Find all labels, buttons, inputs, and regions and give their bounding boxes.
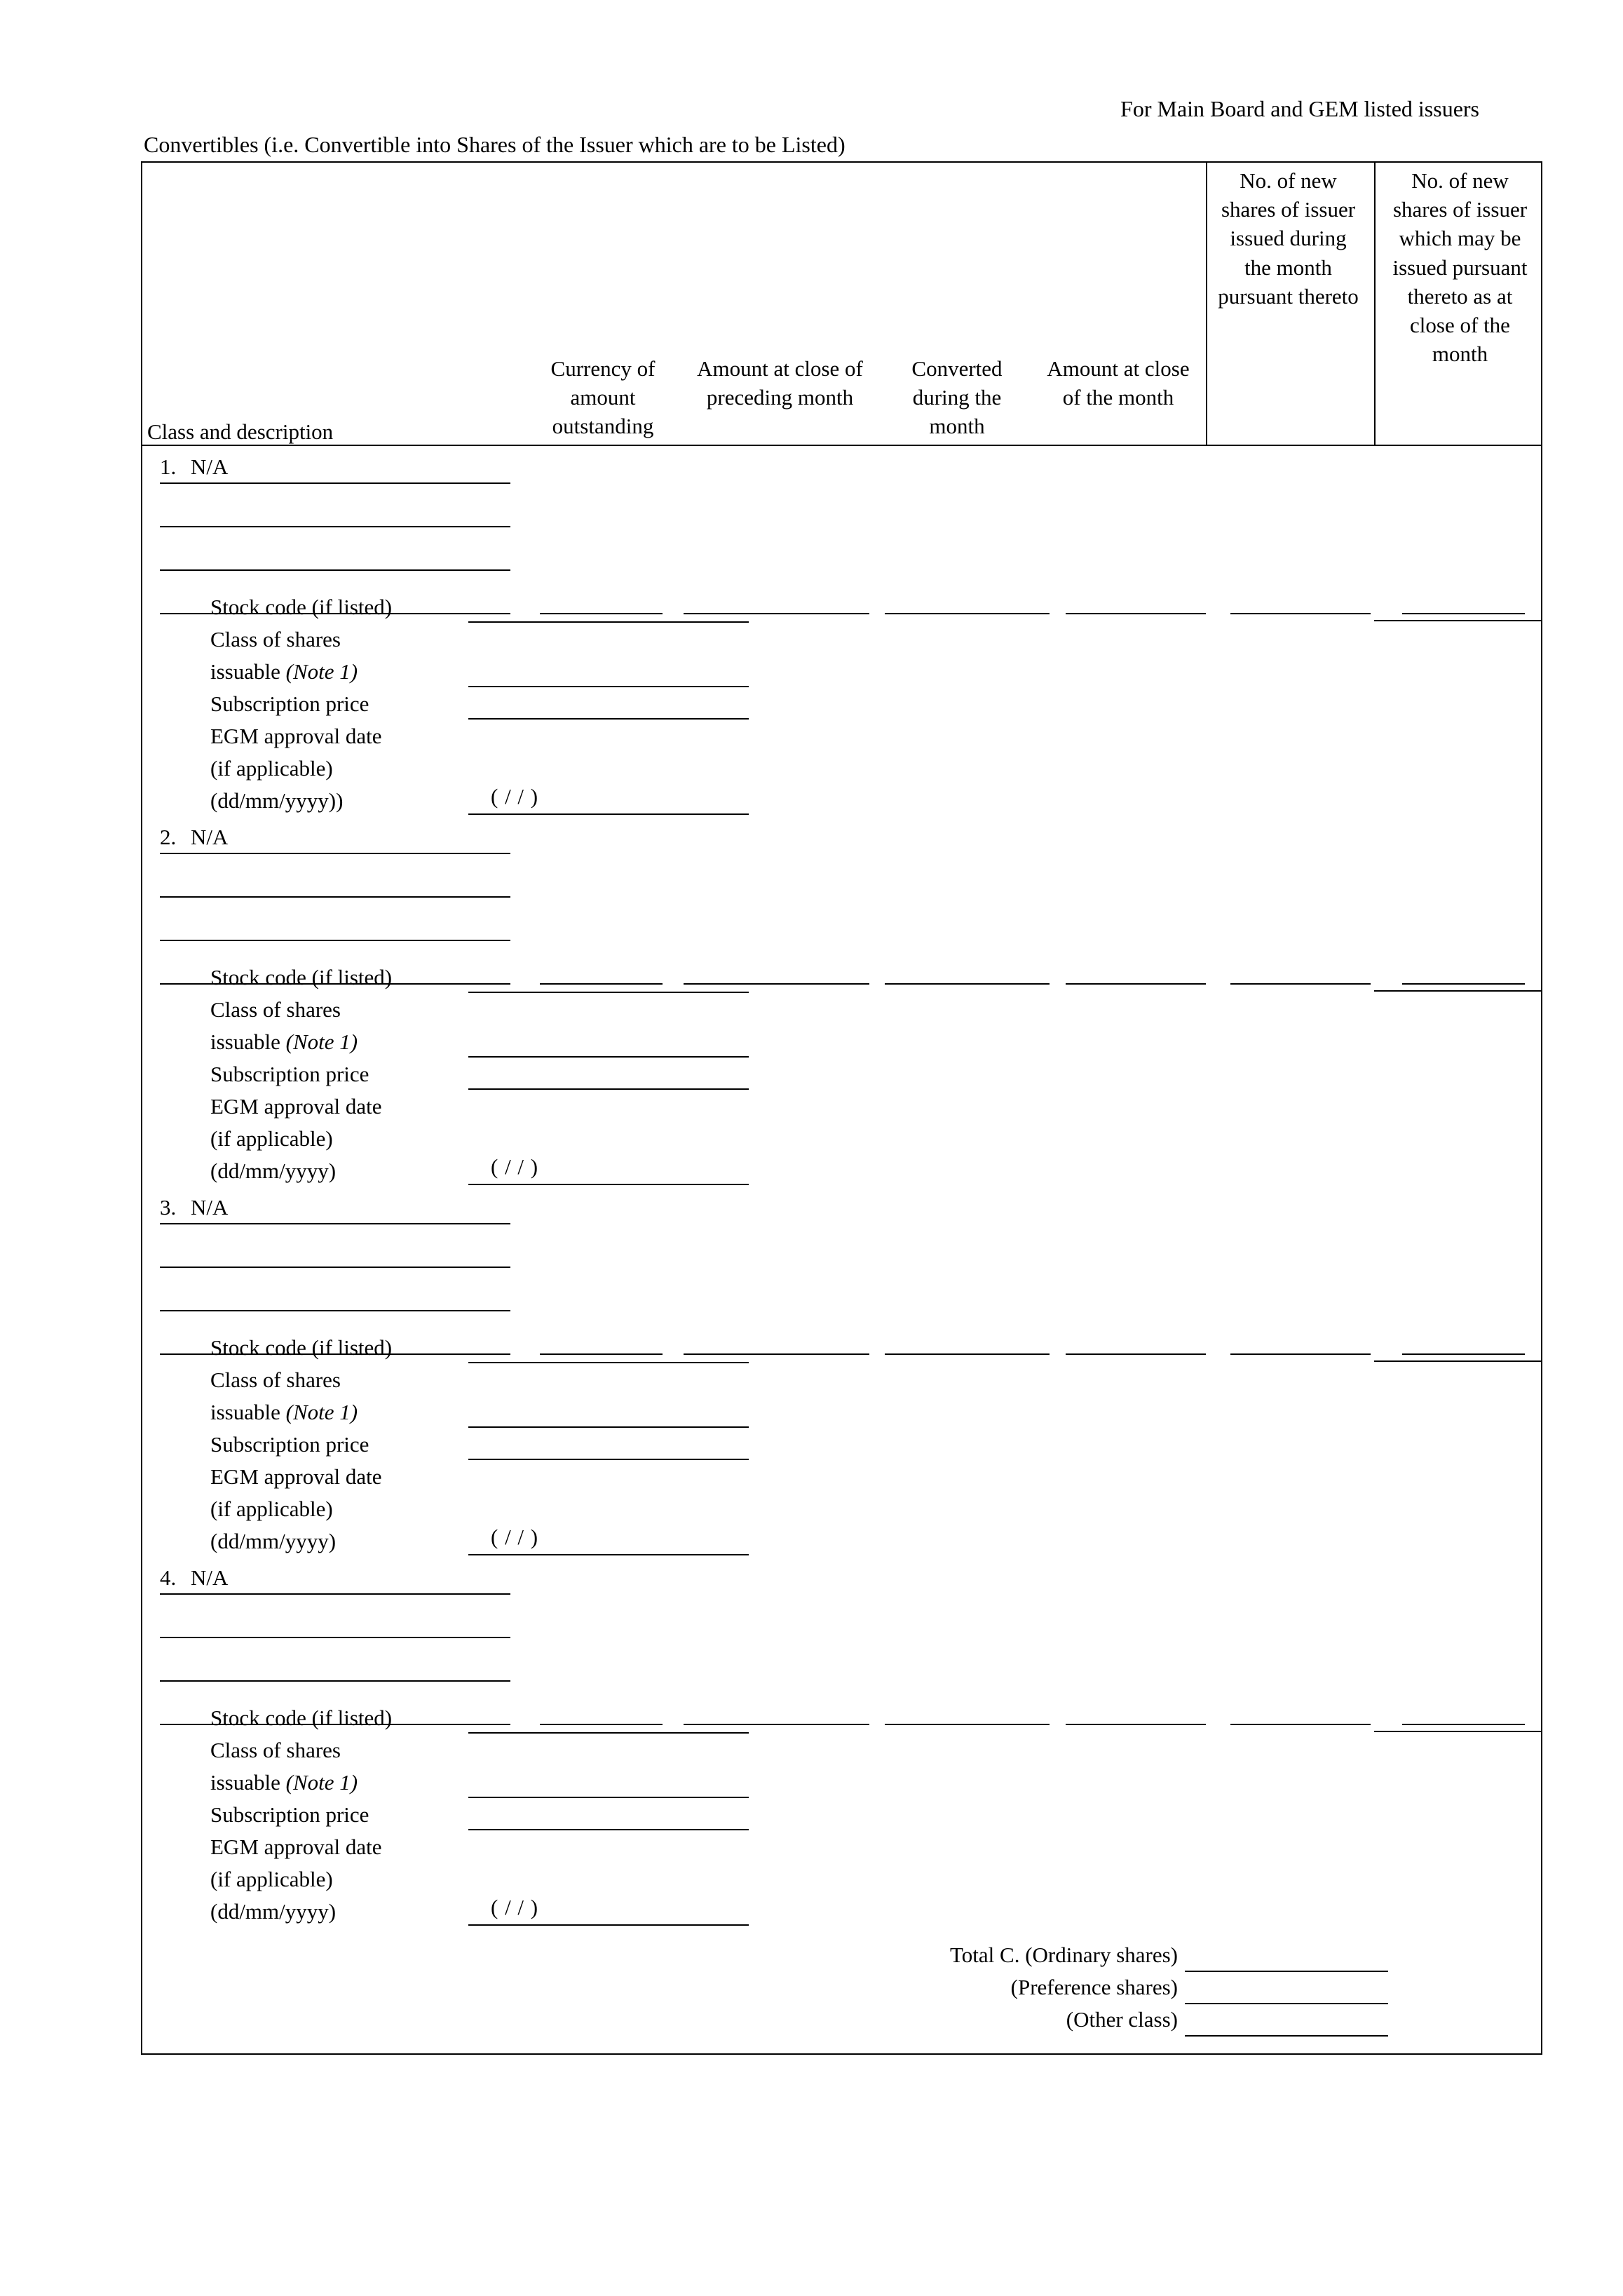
row-3-currency-blank[interactable] xyxy=(540,1353,663,1355)
row-1-line-3[interactable] xyxy=(160,569,510,571)
row-1-stock-code-blank[interactable] xyxy=(468,621,749,623)
row-1-egm-label-1: EGM approval date xyxy=(210,724,382,748)
row-2-subscription-label: Subscription price xyxy=(210,1062,369,1086)
col-currency: Currency of amount outstanding xyxy=(550,356,656,439)
row-3-egm-date-blank[interactable] xyxy=(468,1554,749,1555)
row-4-egm-label-1: EGM approval date xyxy=(210,1835,382,1859)
row-3-converted-blank[interactable] xyxy=(885,1353,1050,1355)
row-3-new-shares-issued-blank[interactable] xyxy=(1230,1353,1371,1355)
row-4-class-shares-blank[interactable] xyxy=(468,1797,749,1798)
row-1-amount-close-blank[interactable] xyxy=(1066,613,1206,614)
row-1-issuable-text: issuable xyxy=(210,659,280,684)
total-c-blank[interactable] xyxy=(1185,1971,1388,1972)
row-4-egm-date-blank[interactable] xyxy=(468,1924,749,1926)
row-2-line-3[interactable] xyxy=(160,940,510,941)
row-3-line-1[interactable] xyxy=(160,1223,510,1224)
row-1-egm-date-value[interactable]: ( / / ) xyxy=(491,784,539,809)
row-3-line-2[interactable] xyxy=(160,1267,510,1268)
row-3-egm-label-1: EGM approval date xyxy=(210,1464,382,1489)
row-1-egm-label-2: (if applicable) xyxy=(210,756,333,781)
row-3-subscription-blank[interactable] xyxy=(468,1459,749,1460)
row-1-line-1[interactable] xyxy=(160,482,510,484)
header-rule xyxy=(141,445,1542,446)
divider-col6-top xyxy=(1206,163,1207,445)
col-amount-close: Amount at close of the month xyxy=(1047,356,1190,410)
row-2-issuable-note: (Note 1) xyxy=(285,1029,358,1054)
row-2-value: N/A xyxy=(191,825,229,849)
row-4-issuable-note: (Note 1) xyxy=(285,1770,358,1795)
row-2-egm-format: (dd/mm/yyyy) xyxy=(210,1159,337,1183)
row-3-stock-code-label: Stock code (if listed) xyxy=(210,1335,393,1360)
row-1-value: N/A xyxy=(191,454,229,479)
row-3-egm-format: (dd/mm/yyyy) xyxy=(210,1529,337,1553)
section-title: Convertibles (i.e. Convertible into Shares of the Issuer which are to be Listed) xyxy=(144,132,846,157)
row-4-line-1[interactable] xyxy=(160,1593,510,1595)
row-1-issuable-note: (Note 1) xyxy=(285,659,358,684)
row-3-new-shares-may-blank[interactable] xyxy=(1402,1353,1525,1355)
row-4-egm-label-2: (if applicable) xyxy=(210,1867,333,1891)
row-3-amount-preceding-blank[interactable] xyxy=(684,1353,869,1355)
row-2-line-2[interactable] xyxy=(160,896,510,898)
row-3-class-shares-blank[interactable] xyxy=(468,1426,749,1428)
row-4-amount-close-blank[interactable] xyxy=(1066,1724,1206,1725)
row-2-stock-code-blank[interactable] xyxy=(468,992,749,993)
row-2-line-1[interactable] xyxy=(160,853,510,854)
row-2-egm-date-blank[interactable] xyxy=(468,1184,749,1185)
row-3-line-3[interactable] xyxy=(160,1310,510,1311)
row-1-class-shares-blank[interactable] xyxy=(468,686,749,687)
row-4-subscription-label: Subscription price xyxy=(210,1802,369,1827)
row-4-new-shares-may-blank[interactable] xyxy=(1402,1724,1525,1725)
col-new-shares-issued: No. of new shares of issuer issued during the month pursuant thereto xyxy=(1218,168,1359,309)
row-1-amount-preceding-blank[interactable] xyxy=(684,613,869,614)
row-1-new-shares-issued-blank[interactable] xyxy=(1230,613,1371,614)
row-1-subscription-blank[interactable] xyxy=(468,718,749,720)
row-1-egm-date-blank[interactable] xyxy=(468,813,749,815)
row-1-stock-code-label: Stock code (if listed) xyxy=(210,595,393,619)
row-3-egm-label-2: (if applicable) xyxy=(210,1497,333,1521)
row-1-right-rule xyxy=(1374,620,1542,621)
row-3-class-shares-label: Class of shares xyxy=(210,1368,341,1392)
row-3-subscription-label: Subscription price xyxy=(210,1432,369,1457)
row-4-egm-format: (dd/mm/yyyy) xyxy=(210,1899,337,1924)
row-3-issuable-note: (Note 1) xyxy=(285,1400,358,1424)
preference-label: (Preference shares) xyxy=(1010,1975,1178,1999)
row-4-right-rule xyxy=(1374,1731,1542,1732)
row-2-class-shares-label: Class of shares xyxy=(210,997,341,1022)
preference-blank[interactable] xyxy=(1185,2003,1388,2004)
row-4-new-shares-issued-blank[interactable] xyxy=(1230,1724,1371,1725)
row-2-issuable-text: issuable xyxy=(210,1029,280,1054)
col-converted: Converted during the month xyxy=(911,356,1003,439)
header-note: For Main Board and GEM listed issuers xyxy=(1120,96,1479,121)
row-1-class-shares-label: Class of shares xyxy=(210,627,341,651)
row-4-stock-code-blank[interactable] xyxy=(468,1732,749,1734)
row-1-egm-format: (dd/mm/yyyy)) xyxy=(210,788,344,813)
col-class-description: Class and description xyxy=(147,419,334,444)
row-1-line-2[interactable] xyxy=(160,526,510,527)
row-4-issuable-text: issuable xyxy=(210,1770,280,1795)
row-4-issuable-label xyxy=(210,1769,358,1797)
row-4-line-2[interactable] xyxy=(160,1637,510,1638)
row-2-new-shares-issued-blank[interactable] xyxy=(1230,983,1371,985)
row-4-subscription-blank[interactable] xyxy=(468,1829,749,1830)
row-4-class-shares-label: Class of shares xyxy=(210,1738,341,1762)
row-4-amount-preceding-blank[interactable] xyxy=(684,1724,869,1725)
row-3-value: N/A xyxy=(191,1195,229,1220)
row-4-value: N/A xyxy=(191,1565,229,1590)
row-1-issuable-label xyxy=(210,658,358,686)
row-3-stock-code-blank[interactable] xyxy=(468,1362,749,1363)
row-3-issuable-label xyxy=(210,1398,358,1426)
divider-col7-top xyxy=(1374,163,1376,445)
row-2-new-shares-may-blank[interactable] xyxy=(1402,983,1525,985)
row-4-stock-code-label: Stock code (if listed) xyxy=(210,1706,393,1730)
row-4-line-3[interactable] xyxy=(160,1680,510,1682)
row-2-currency-blank[interactable] xyxy=(540,983,663,985)
row-2-right-rule xyxy=(1374,990,1542,992)
row-4-currency-blank[interactable] xyxy=(540,1724,663,1725)
row-1-currency-blank[interactable] xyxy=(540,613,663,614)
row-2-egm-label-1: EGM approval date xyxy=(210,1094,382,1119)
row-3-egm-date-value[interactable]: ( / / ) xyxy=(491,1525,539,1549)
col-amount-preceding: Amount at close of preceding month xyxy=(697,356,863,410)
row-2-converted-blank[interactable] xyxy=(885,983,1050,985)
other-class-blank[interactable] xyxy=(1185,2035,1388,2037)
row-1-subscription-label: Subscription price xyxy=(210,691,369,716)
row-1-converted-blank[interactable] xyxy=(885,613,1050,614)
row-3-index: 3. xyxy=(160,1195,177,1220)
row-3-amount-close-blank[interactable] xyxy=(1066,1353,1206,1355)
other-class-label: (Other class) xyxy=(1066,2007,1178,2032)
row-2-stock-code-label: Stock code (if listed) xyxy=(210,965,393,990)
row-3-issuable-text: issuable xyxy=(210,1400,280,1424)
row-2-class-shares-blank[interactable] xyxy=(468,1056,749,1058)
row-4-index: 4. xyxy=(160,1565,177,1590)
total-c-label: Total C. (Ordinary shares) xyxy=(950,1943,1178,1967)
row-2-egm-date-value[interactable]: ( / / ) xyxy=(491,1154,539,1179)
row-2-egm-label-2: (if applicable) xyxy=(210,1126,333,1151)
row-4-converted-blank[interactable] xyxy=(885,1724,1050,1725)
row-2-amount-preceding-blank[interactable] xyxy=(684,983,869,985)
row-2-subscription-blank[interactable] xyxy=(468,1088,749,1090)
row-1-index: 1. xyxy=(160,454,177,479)
row-2-index: 2. xyxy=(160,825,177,849)
col-new-shares-may-be-issued: No. of new shares of issuer which may be issued pursuant thereto as at close of the month xyxy=(1392,168,1528,367)
row-1-new-shares-may-blank[interactable] xyxy=(1402,613,1525,614)
row-2-issuable-label xyxy=(210,1028,358,1056)
row-3-right-rule xyxy=(1374,1360,1542,1362)
row-2-amount-close-blank[interactable] xyxy=(1066,983,1206,985)
row-4-egm-date-value[interactable]: ( / / ) xyxy=(491,1895,539,1919)
